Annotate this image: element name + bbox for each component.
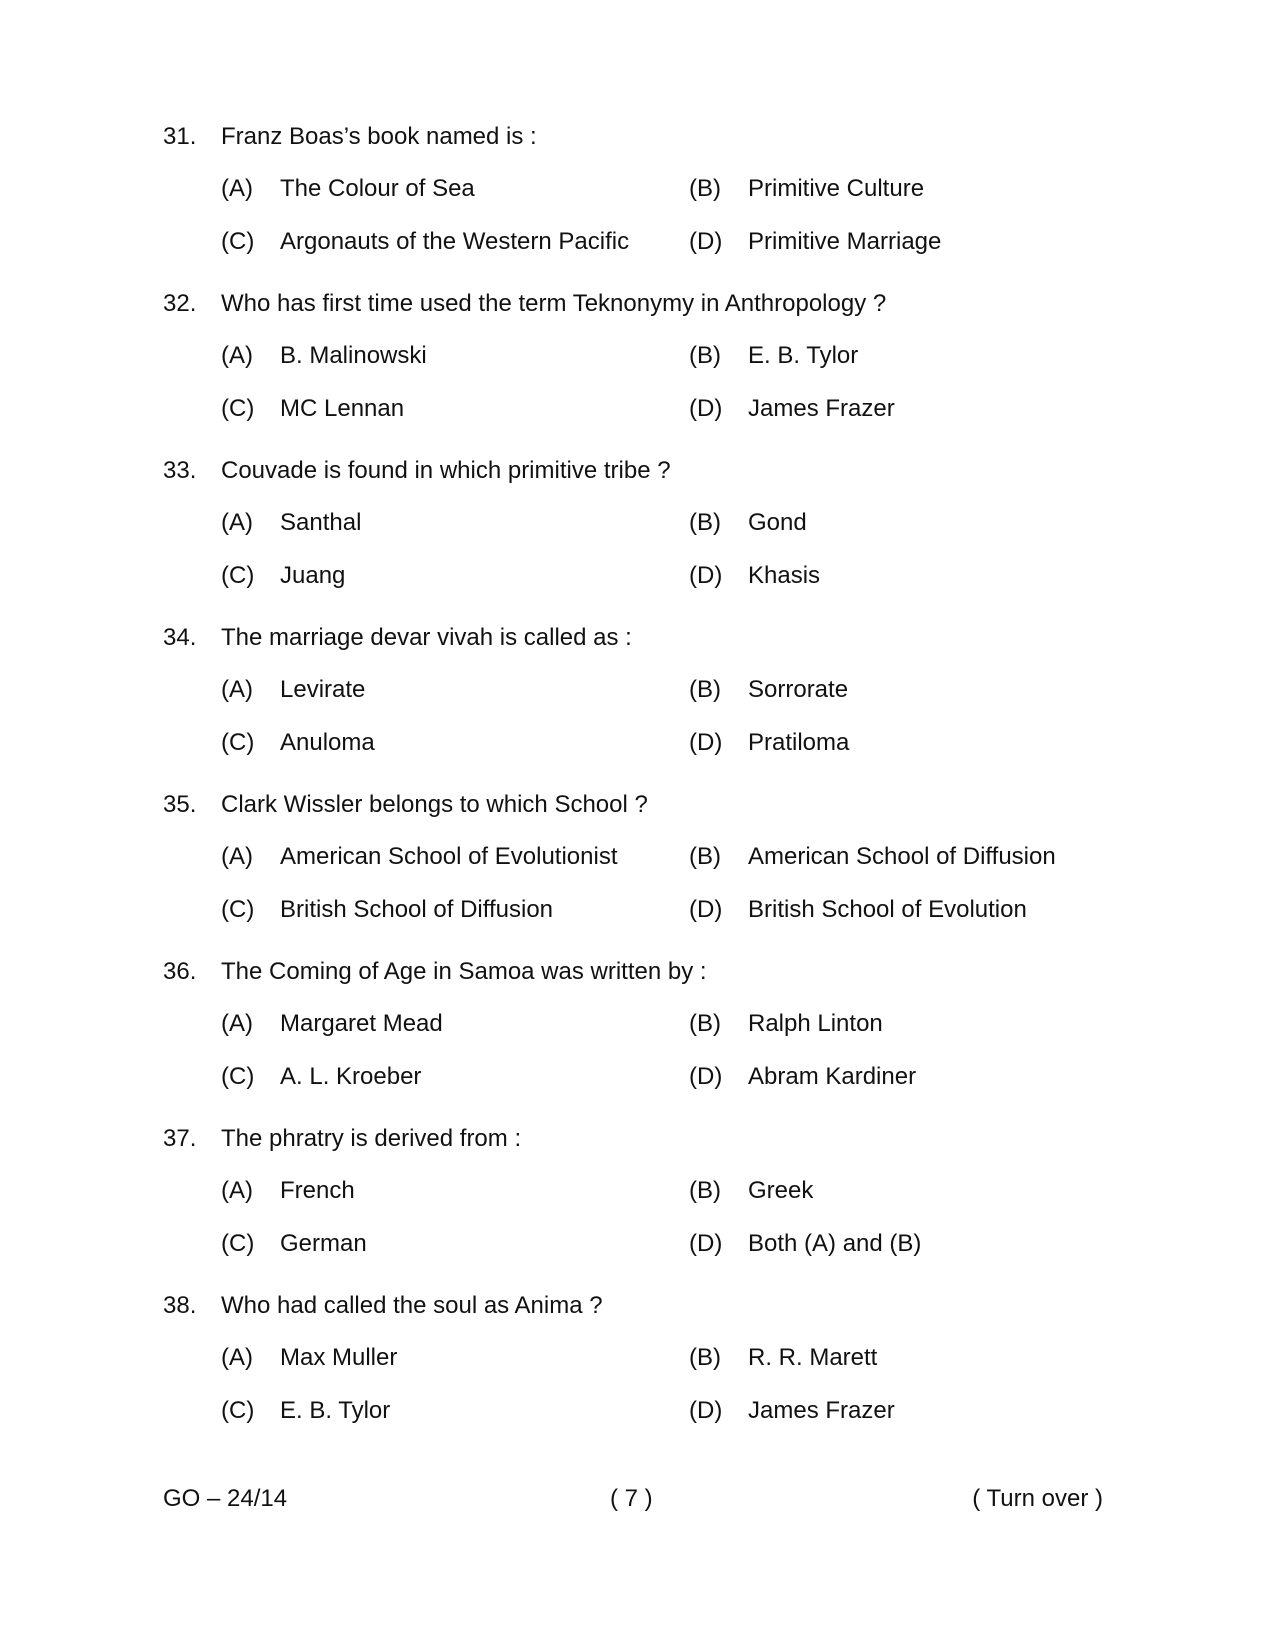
option-text-b: Sorrorate — [748, 676, 849, 703]
option-letter-d: (D) — [689, 562, 723, 589]
page-footer — [0, 1484, 1275, 1514]
option-letter-a: (A) — [221, 1344, 253, 1371]
option-letter-b: (B) — [689, 175, 721, 202]
option-text-a: French — [280, 1177, 355, 1204]
option-text-c: Anuloma — [280, 729, 375, 756]
question-number: 37. — [163, 1125, 197, 1152]
option-letter-a: (A) — [221, 175, 253, 202]
option-text-b: Primitive Culture — [748, 175, 925, 202]
option-letter-b: (B) — [689, 509, 721, 536]
option-text-a: B. Malinowski — [280, 342, 427, 369]
option-text-d: British School of Evolution — [748, 896, 1027, 923]
question-33 — [0, 456, 1275, 591]
option-text-c: Argonauts of the Western Pacific — [280, 228, 630, 255]
option-text-b: Greek — [748, 1177, 814, 1204]
question-32 — [0, 289, 1275, 424]
option-letter-b: (B) — [689, 676, 721, 703]
option-text-d: Pratiloma — [748, 729, 850, 756]
question-text: Who had called the soul as Anima ? — [221, 1292, 603, 1319]
question-number: 34. — [163, 624, 197, 651]
option-letter-c: (C) — [221, 1397, 255, 1424]
option-text-c: E. B. Tylor — [280, 1397, 391, 1424]
question-text: The phratry is derived from : — [221, 1125, 522, 1152]
option-letter-c: (C) — [221, 395, 255, 422]
option-text-a: Margaret Mead — [280, 1010, 443, 1037]
question-38 — [0, 1291, 1275, 1426]
question-35 — [0, 790, 1275, 925]
question-34 — [0, 623, 1275, 758]
option-text-d: James Frazer — [748, 395, 895, 422]
option-letter-c: (C) — [221, 1063, 255, 1090]
question-number: 31. — [163, 123, 197, 150]
option-letter-a: (A) — [221, 1177, 253, 1204]
option-letter-d: (D) — [689, 1063, 723, 1090]
question-number: 38. — [163, 1292, 197, 1319]
question-text: Couvade is found in which primitive tribe ? — [221, 457, 671, 484]
option-letter-b: (B) — [689, 342, 721, 369]
question-31 — [0, 122, 1275, 257]
option-text-a: American School of Evolutionist — [280, 843, 618, 870]
question-number: 32. — [163, 290, 197, 317]
option-letter-c: (C) — [221, 1230, 255, 1257]
page-number: ( 7 ) — [610, 1485, 653, 1512]
question-text: The marriage devar vivah is called as : — [221, 624, 632, 651]
option-letter-d: (D) — [689, 1230, 723, 1257]
option-letter-c: (C) — [221, 896, 255, 923]
option-text-a: Levirate — [280, 676, 366, 703]
question-number: 36. — [163, 958, 197, 985]
question-text: Clark Wissler belongs to which School ? — [221, 791, 648, 818]
question-text: Franz Boas’s book named is : — [221, 123, 537, 150]
question-36 — [0, 957, 1275, 1092]
option-text-c: MC Lennan — [280, 395, 405, 422]
option-text-a: The Colour of Sea — [280, 175, 475, 202]
option-text-b: Gond — [748, 509, 807, 536]
option-text-d: Khasis — [748, 562, 821, 589]
question-number: 33. — [163, 457, 197, 484]
option-text-b: Ralph Linton — [748, 1010, 883, 1037]
option-letter-d: (D) — [689, 729, 723, 756]
option-text-c: Juang — [280, 562, 346, 589]
question-number: 35. — [163, 791, 197, 818]
option-text-d: Abram Kardiner — [748, 1063, 917, 1090]
option-letter-a: (A) — [221, 342, 253, 369]
option-text-d: Primitive Marriage — [748, 228, 942, 255]
option-text-a: Santhal — [280, 509, 362, 536]
question-text: Who has first time used the term Teknonymy in Anthropology ? — [221, 290, 887, 317]
option-letter-b: (B) — [689, 1010, 721, 1037]
option-text-c: German — [280, 1230, 367, 1257]
option-letter-b: (B) — [689, 1344, 721, 1371]
option-text-b: American School of Diffusion — [748, 843, 1056, 870]
option-letter-c: (C) — [221, 729, 255, 756]
option-letter-c: (C) — [221, 228, 255, 255]
question-text: The Coming of Age in Samoa was written by : — [221, 958, 707, 985]
turn-over-note: ( Turn over ) — [972, 1485, 1103, 1512]
option-letter-c: (C) — [221, 562, 255, 589]
option-letter-b: (B) — [689, 1177, 721, 1204]
option-text-b: R. R. Marett — [748, 1344, 878, 1371]
question-37 — [0, 1124, 1275, 1259]
option-letter-d: (D) — [689, 1397, 723, 1424]
option-letter-a: (A) — [221, 676, 253, 703]
option-letter-d: (D) — [689, 896, 723, 923]
option-text-d: Both (A) and (B) — [748, 1230, 922, 1257]
option-text-c: British School of Diffusion — [280, 896, 554, 923]
option-letter-b: (B) — [689, 843, 721, 870]
option-text-b: E. B. Tylor — [748, 342, 859, 369]
option-text-c: A. L. Kroeber — [280, 1063, 422, 1090]
option-letter-a: (A) — [221, 843, 253, 870]
option-letter-d: (D) — [689, 395, 723, 422]
option-text-a: Max Muller — [280, 1344, 398, 1371]
paper-code: GO – 24/14 — [163, 1485, 288, 1512]
option-letter-a: (A) — [221, 509, 253, 536]
option-text-d: James Frazer — [748, 1397, 895, 1424]
option-letter-d: (D) — [689, 228, 723, 255]
option-letter-a: (A) — [221, 1010, 253, 1037]
